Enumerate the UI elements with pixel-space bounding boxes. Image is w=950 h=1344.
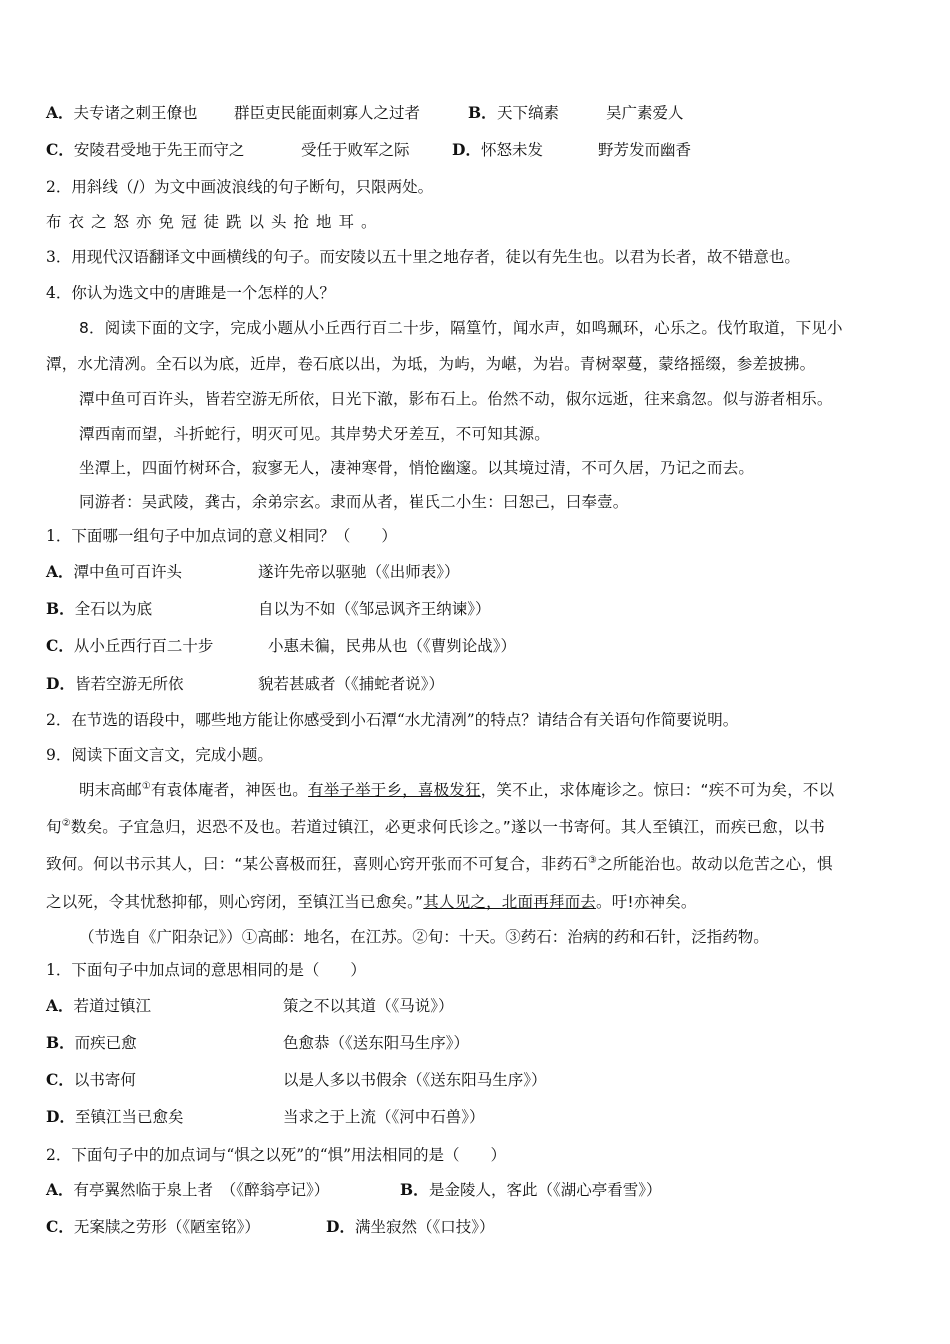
option-label: B． [46,1033,75,1052]
q8-paragraph-3: 潭西南而望，斗折蛇行，明灭可见。其岸势犬牙差互，不可知其源。 [79,425,551,443]
option-label: D． [326,1217,355,1236]
q8-intro-line-1: 8．阅读下面的文字，完成小题从小丘西行百二十步，隔篁竹，闻水声，如鸣珮环，心乐之。伐竹取道，下见小 [79,319,843,337]
q8-option-a [46,561,900,583]
underlined-sentence: 其人见之，北面再拜而去 [423,893,596,911]
q8-sub-question-2: 2．在节选的语段中，哪些地方能让你感受到小石潭“水尤清冽”的特点？请结合有关语句作简要说明。 [46,711,739,729]
q7-question-4: 4．你认为选文中的唐雎是一个怎样的人？ [46,284,335,302]
option-label: A． [46,1180,74,1199]
q9-sub-question-2: 2．下面句子中的加点词与“惧之以死”的“惧”用法相同的是（ ） [46,1146,507,1164]
q9-option-d [46,1106,900,1128]
option-left: 若道过镇江 [73,997,152,1015]
passage-text: 之所能治也。故动以危苦之心，惧 [597,855,833,873]
option-label: C． [46,1217,74,1236]
option-left: 至镇江当已愈矣 [74,1108,184,1126]
option-b-left: 天下缟素 [497,104,560,122]
option-left: 皆若空游无所依 [74,675,184,693]
option-right: 以是人多以书假余（《送东阳马生序》） [283,1071,547,1089]
option-a-left: 夫专诸之刺王僚也 [73,104,198,122]
option-left: 潭中鱼可百许头 [73,563,183,581]
q8-paragraph-2: 潭中鱼可百许头，皆若空游无所依，日光下澈，影布石上。佁然不动，俶尔远逝，往来翕忽。似与游者相乐。 [79,390,833,408]
q9-source-note: （节选自《广阳杂记》）①高邮：地名，在江苏。②旬：十天。③药石：治病的药和石针，泛指药物。 [79,928,769,946]
q8-option-d [46,673,900,695]
option-label: C． [46,636,74,655]
q7-question-2-text: 布衣之怒亦免冠徒跣以头抢地耳。 [46,213,384,231]
q8-intro-line-2: 潭，水尤清冽。全石以为底，近岸，卷石底以出，为坻，为屿，为嵁，为岩。青树翠蔓，蒙络摇缀，参差披拂。 [46,355,816,373]
q9-option-c [46,1069,900,1091]
q9-sub-question-1: 1．下面句子中加点词的意思相同的是（ ） [46,961,366,979]
option-left: 而疾已愈 [74,1034,137,1052]
q9-passage-line-4 [46,891,900,913]
q8-option-c [46,635,900,657]
option-right: 自以为不如（《邹忌讽齐王纳谏》） [258,600,491,618]
q8-paragraph-4: 坐潭上，四面竹树环合，寂寥无人，凄神寒骨，悄怆幽邃。以其境过清，不可久居，乃记之而去。 [79,459,755,477]
option-c-label: C． [46,140,74,159]
option-label: D． [46,1107,75,1126]
passage-text: 之以死，令其忧愁抑郁，则心窍闭，至镇江当已愈矣。” [46,893,424,911]
q7-option-row-cd [46,139,900,161]
footnote-marker: ③ [588,854,598,866]
q7-question-2: 2．用斜线（/）为文中画波浪线的句子断句，只限两处。 [46,178,434,196]
option-b-right: 吴广素爱人 [606,104,684,122]
option-label: A． [46,996,74,1015]
q9-option-b [46,1032,900,1054]
q9-option-a [46,995,900,1017]
passage-text: 明末高邮 [79,781,142,799]
option-label: A． [46,562,74,581]
passage-text: 致何。何以书示其人，曰：“某公喜极而狂，喜则心窍开张而不可复合，非药石 [46,855,589,873]
option-label: B． [46,599,75,618]
q8-option-b [46,598,900,620]
option-left: 以书寄何 [73,1071,136,1089]
option-text: 是金陵人，客此（《湖心亭看雪》） [429,1181,662,1199]
option-right: 策之不以其道（《马说》） [283,997,454,1015]
q9-passage-line-3 [46,853,900,875]
option-right: 色愈恭（《送东阳马生序》） [283,1034,470,1052]
option-text: 有亭翼然临于泉上者 （《醉翁亭记》） [73,1181,330,1199]
option-right: 当求之于上流（《河中石兽》） [283,1108,485,1126]
q7-question-3: 3．用现代汉语翻译文中画横线的句子。而安陵以五十里之地存者，徒以有先生也。以君为长者，故不错意也。 [46,248,800,266]
underlined-sentence: 有举子举于乡，喜极发狂 [308,781,481,799]
option-c-left: 安陵君受地于先王而守之 [73,141,245,159]
passage-text: 。吁!亦神矣。 [596,893,697,911]
option-right: 小惠未徧，民弗从也（《曹刿论战》） [268,637,517,655]
q9-passage-line-2 [46,816,900,838]
option-left: 全石以为底 [74,600,153,618]
option-right: 貌若甚戚者（《捕蛇者说》） [258,675,445,693]
q9-passage-line-1 [79,779,900,801]
option-a-label: A． [46,103,74,122]
option-text: 满坐寂然（《口技》） [355,1218,495,1236]
passage-text: 数矣。子宜急归，迟恐不及也。若道过镇江，必更求何氏诊之。”遂以一书寄何。其人至镇江，而疾已愈，以书 [70,818,825,836]
option-text: 无案牍之劳形（《陋室铭》） [73,1218,260,1236]
option-label: C． [46,1070,74,1089]
passage-text: 旬 [46,818,62,836]
q8-paragraph-5: 同游者：吴武陵，龚古，余弟宗玄。隶而从者，崔氏二小生：曰恕己，曰奉壹。 [79,493,629,511]
q9-sub2-options-ab [46,1179,900,1201]
option-a-right: 群臣吏民能面刺寡人之过者 [234,104,421,122]
q9-sub2-options-cd [46,1216,900,1238]
option-d-right: 野芳发而幽香 [598,141,692,159]
passage-text: ，笑不止，求体庵诊之。惊曰：“疾不可为矣，不以 [480,781,835,799]
footnote-marker: ① [141,780,151,792]
q7-option-row-ab [46,102,900,124]
option-d-left: 怀怒未发 [481,141,544,159]
footnote-marker: ② [61,817,71,829]
option-label: D． [46,674,75,693]
q9-title: 9．阅读下面文言文，完成小题。 [46,746,273,764]
option-d-label: D． [452,140,481,159]
option-b-label: B． [468,103,497,122]
option-right: 遂许先帝以驱驰（《出师表》） [258,563,460,581]
option-label: B． [400,1180,429,1199]
option-left: 从小丘西行百二十步 [73,637,214,655]
q8-sub-question-1: 1．下面哪一组句子中加点词的意义相同？（ ） [46,527,397,545]
passage-text: 有袁体庵者，神医也。 [150,781,308,799]
option-c-right: 受任于败军之际 [301,141,410,159]
